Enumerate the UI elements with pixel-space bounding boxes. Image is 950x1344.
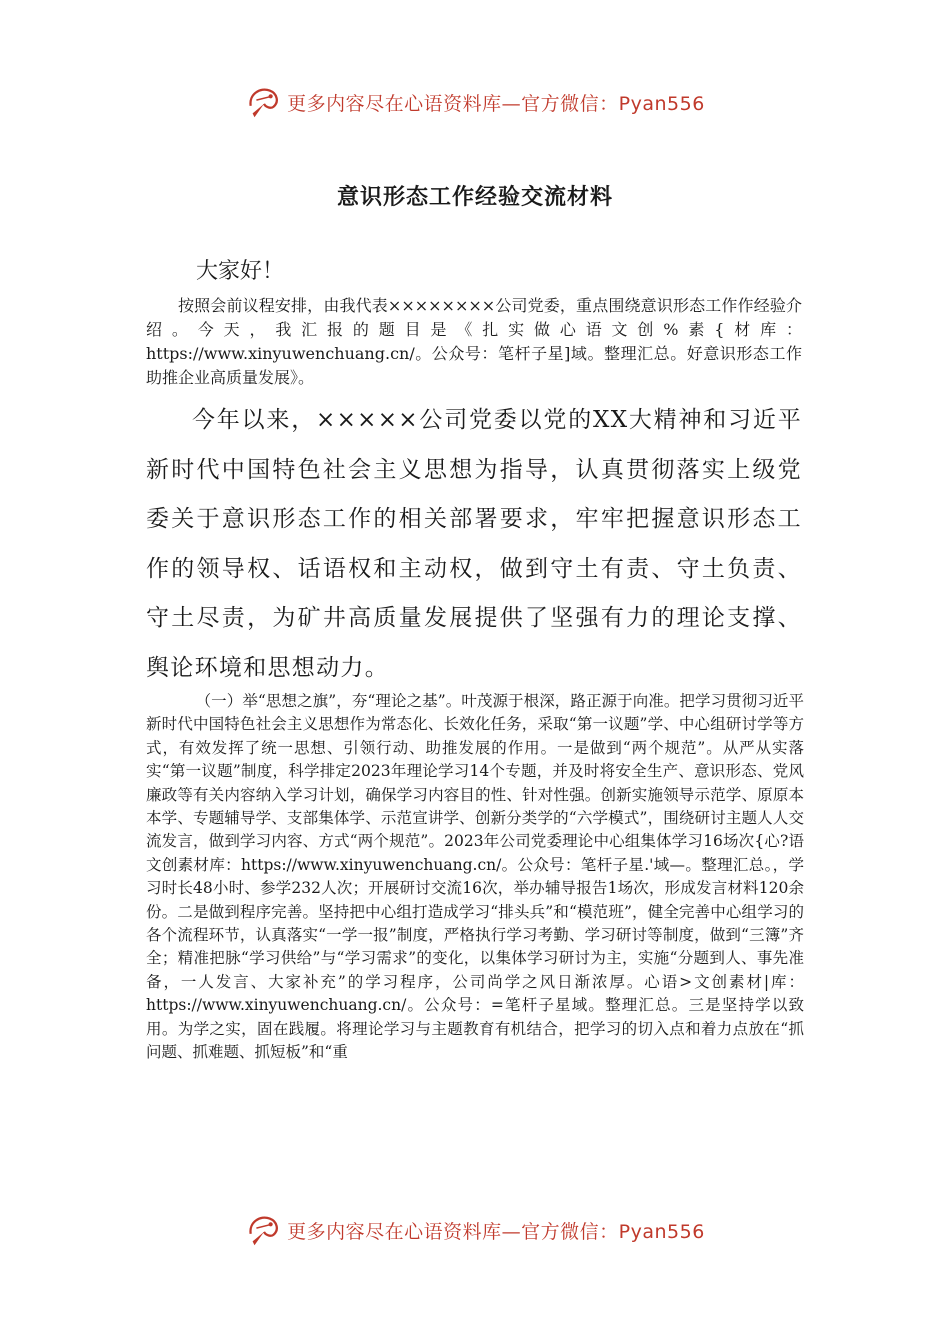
pen-nib-logo-icon — [245, 83, 283, 121]
pen-nib-logo-icon — [245, 1211, 283, 1249]
lead-paragraph: 今年以来，×××××公司党委以党的XX大精神和习近平新时代中国特色社会主义思想为指导，认真贯彻落实上级党委关于意识形态工作的相关部署要求，牢牢把握意识形态工作的领导权、话语权和主动权，做到守土有责、守土负责、守土尽责，为矿井高质量发展提供了坚强有力的理论支撑、舆论环境和思想动力。 — [146, 407, 802, 681]
document-title: 意识形态工作经验交流材料 — [336, 185, 613, 210]
banner-slogan: 更多内容尽在心语资料库—官方微信： — [287, 92, 619, 115]
intro-paragraph: 按照会前议程安排，由我代表××××××××公司党委，重点围绕意识形态工作作经验介绍。今天，我汇报的题目是《扎实做心语文创%素{材库：https://www.xinyuwenchuang.cn/。公众号：笔杆子星]域。整理汇总。好意识形态工作助推企业高质量发展》。 — [146, 296, 802, 387]
header-banner — [0, 82, 950, 122]
greeting: 大家好！ — [196, 259, 285, 284]
banner-slogan: 更多内容尽在心语资料库—官方微信： — [287, 1220, 619, 1243]
banner-wechat-id: Pyan556 — [618, 1220, 705, 1243]
banner-text — [287, 1217, 705, 1244]
footer-banner — [0, 1210, 950, 1250]
banner-text — [287, 89, 705, 116]
banner-wechat-id: Pyan556 — [618, 92, 705, 115]
section-1-paragraph: （一）举“思想之旗”，夯“理论之基”。叶茂源于根深，路正源于向准。把学习贯彻习近平新时代中国特色社会主义思想作为常态化、长效化任务，采取“第一议题”学、中心组研讨学等方式，有效发挥了统一思想、引领行动、助推发展的作用。一是做到“两个规范”。从严从实落实“第一议题”制度，科学排定2023年理论学习14个专题，并及时将安全生产、意识形态、党风廉政等有关内容纳入学习计划，确保学习内容目的性、针对性强。创新实施领导示范学、原原本本学、专题辅导学、支部集体学、示范宣讲学、创新分类学的“六学模式”，围绕研讨主题人人交流发言，做到学习内容、方式“两个规范”。2023年公司党委理论中心组集体学习16场次{心?语文创素材库：https://www.xinyuwenchuang.cn/。公众号：笔杆子星.'域—。整理汇总。，学习时长48小时、参学232人次；开展研讨交流16次，举办辅导报告1场次，形成发言材料120余份。二是做到程序完善。坚持把中心组打造成学习“排头兵”和“模范班”，健全完善中心组学习的各个流程环节，认真落实“一学一报”制度，严格执行学习考勤、学习研讨等制度，做到“三簿”齐全；精准把脉“学习供给”与“学习需求”的变化，以集体学习研讨为主，实施“分题到人、事先准备，一人发言、大家补充”的学习程序，公司尚学之风日渐浓厚。心语>文创素材|库：https://www.xinyuwenchuang.cn/。公众号：=笔杆子星域。整理汇总。三是坚持学以致用。为学之实，固在践履。将理论学习与主题教育有机结合，把学习的切入点和着力点放在“抓问题、抓难题、抓短板”和“重 — [146, 692, 804, 1062]
